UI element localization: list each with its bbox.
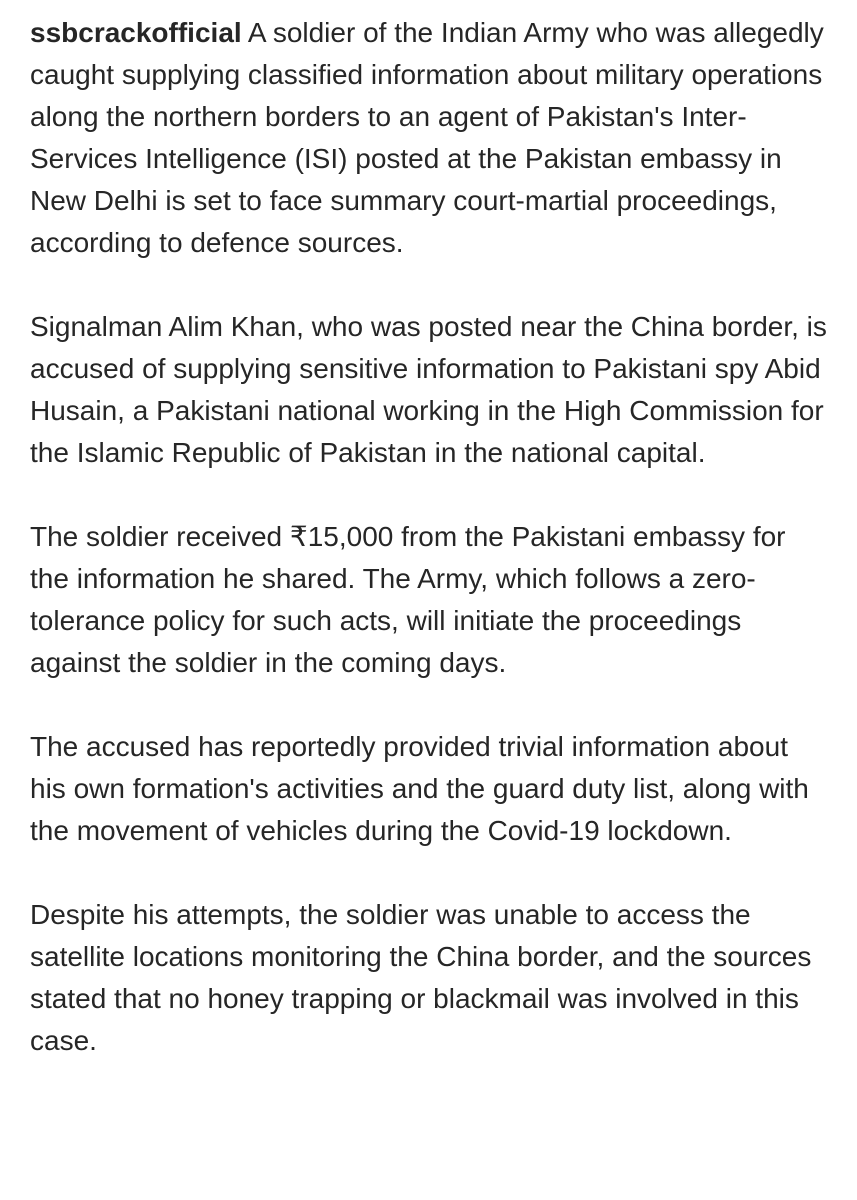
caption-paragraph-5: Despite his attempts, the soldier was unable to access the satellite locations monitoring the China border, and the sources stated that no honey trapping or blackmail was involved in this case.: [30, 899, 812, 1056]
caption-paragraph-1: [30, 12, 827, 264]
caption-paragraph-4: The accused has reportedly provided trivial information about his own formation's activities and the guard duty list, along with the movement of vehicles during the Covid-19 lockdown.: [30, 731, 809, 846]
caption-paragraph-2: Signalman Alim Khan, who was posted near the China border, is accused of supplying sensitive information to Pakistani spy Abid Husain, a Pakistani national working in the High Commission for the Islamic Republic of Pakistan in the national capital.: [30, 311, 827, 468]
caption-text: A soldier of the Indian Army who was allegedly caught supplying classified information about military operations along the northern borders to an agent of Pakistan's Inter-Services Intelligence (ISI) posted at the Pakistan embassy in New Delhi is set to face summary court-martial proceedings, according to defence sources.: [30, 17, 824, 258]
caption-paragraph-3: The soldier received ₹15,000 from the Pakistani embassy for the information he shared. The Army, which follows a zero-tolerance policy for such acts, will initiate the proceedings against the soldier in the coming days.: [30, 521, 786, 678]
username-link[interactable]: ssbcrackofficial: [30, 17, 242, 48]
